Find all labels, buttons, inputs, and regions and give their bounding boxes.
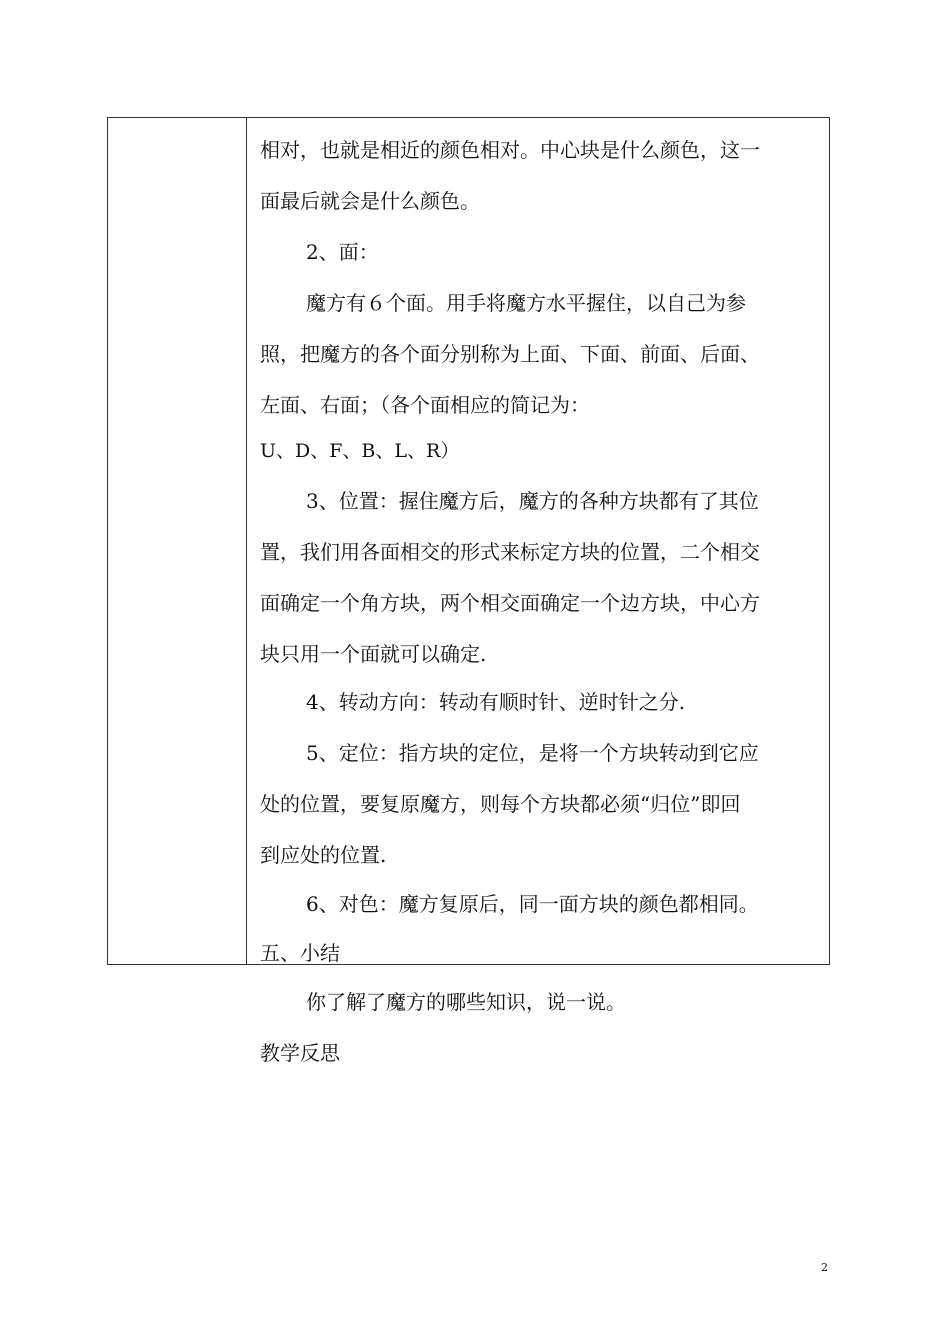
text-line: 到应处的位置. [260,843,387,867]
text-line: U、D、F、B、L、R） [260,440,460,462]
section-heading-summary: 五、小结 [260,941,340,965]
text-line: 面确定一个角方块，两个相交面确定一个边方块，中心方 [260,591,760,615]
text-line: 处的位置，要复原魔方，则每个方块都必须“归位”即回 [260,792,741,816]
section-heading-position: 3、位置：握住魔方后，魔方的各种方块都有了其位 [306,489,759,513]
section-heading-locate: 5、定位：指方块的定位，是将一个方块转动到它应 [306,741,759,765]
text-line: 相对，也就是相近的颜色相对。中心块是什么颜色，这一 [260,138,760,162]
column-divider [246,118,247,964]
text-line: 左面、右面；（各个面相应的简记为： [260,393,590,417]
section-heading-direction: 4、转动方向：转动有顺时针、逆时针之分. [306,690,686,714]
left-column-cell [108,118,246,964]
text-line: 置，我们用各面相交的形式来标定方块的位置，二个相交 [260,540,760,564]
text-line: 魔方有６个面。用手将魔方水平握住，以自己为参 [306,291,746,315]
section-heading-face: 2、面： [306,240,379,264]
teaching-reflection-label: 教学反思 [260,1041,340,1065]
page-number: 2 [821,1261,828,1274]
text-line: 你了解了魔方的哪些知识，说一说。 [306,990,626,1014]
text-line: 面最后就会是什么颜色。 [260,189,480,213]
section-heading-color: 6、对色：魔方复原后，同一面方块的颜色都相同。 [306,892,759,916]
lesson-table [107,117,830,1065]
text-line: 块只用一个面就可以确定. [260,642,487,666]
text-line: 照，把魔方的各个面分别称为上面、下面、前面、后面、 [260,342,760,366]
